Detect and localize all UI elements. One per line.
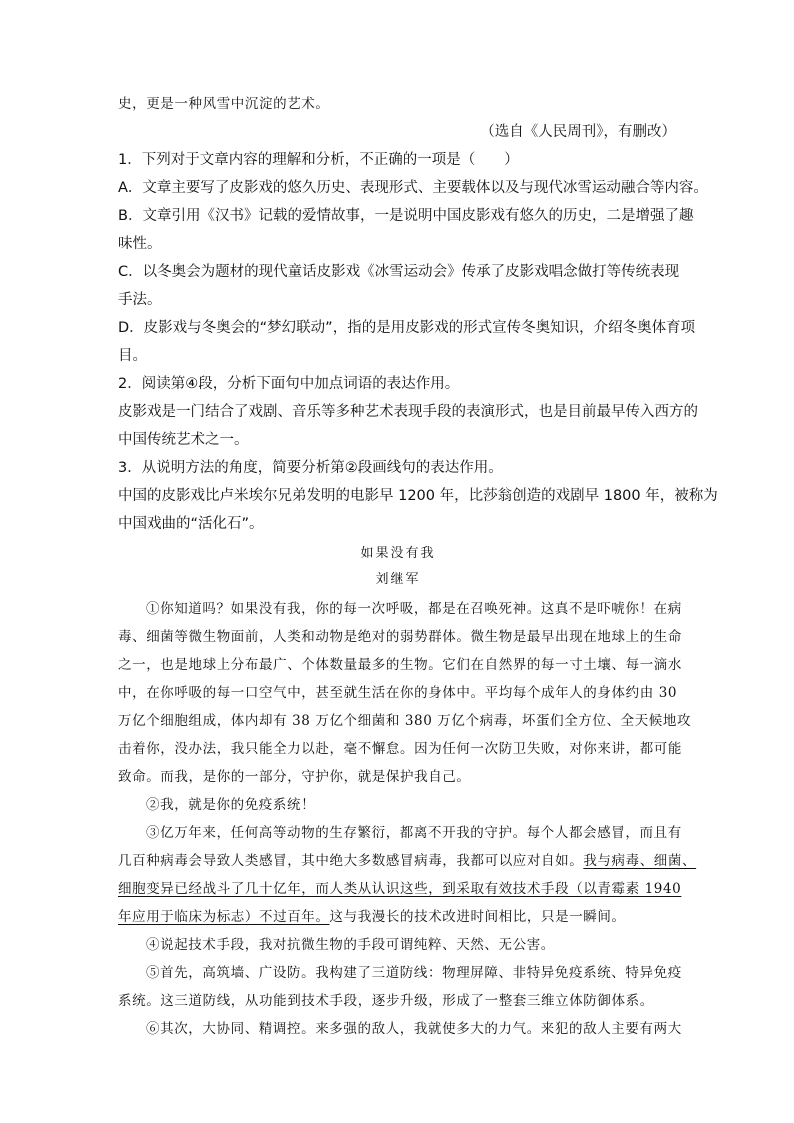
option-d-cont: 目。 [118,348,147,364]
question-1: 1．下列对于文章内容的理解和分析，不正确的一项是（ ） [118,152,519,168]
paragraph-1-line: 击着你，没办法，我只能全力以赴，毫不懈怠。因为任何一次防卫失败，对你来讲，都可能 [118,741,682,757]
question-2: 2．阅读第④段，分析下面句中加点词语的表达作用。 [118,376,460,392]
underlined-sentence: 年应用于临床为标志）不过百年。 [118,909,330,925]
paragraph-6-line: ⑥其次，大协同、精调控。来多强的敌人，我就使多大的力气。来犯的敌人主要有两大 [146,1021,682,1037]
article-author: 刘继军 [375,572,421,587]
question-2-sentence-cont: 中国传统艺术之一。 [118,432,249,448]
article-title: 如果没有我 [360,546,436,561]
option-c: C．以冬奥会为题材的现代童话皮影戏《冰雪运动会》传承了皮影戏唱念做打等传统表现 [118,264,680,280]
paragraph-3-line: ③亿万年来，任何高等动物的生存繁衍，都离不开我的守护。每个人都会感冒，而且有 [146,825,682,841]
option-a: A．文章主要写了皮影戏的悠久历史、表现形式、主要载体以及与现代冰雪运动融合等内容。 [118,180,708,196]
option-d: D．皮影戏与冬奥会的“梦幻联动”，指的是用皮影戏的形式宣传冬奥知识，介绍冬奥体育项 [118,320,696,336]
paragraph-1-line: ①你知道吗？如果没有我，你的每一次呼吸，都是在召唤死神。这真不是吓唬你！在病 [146,601,682,617]
underlined-sentence: 细胞变异已经战斗了几十亿年，而人类从认识这些，到采取有效技术手段（以青霉素 1940 [118,881,682,897]
paragraph-1-line: 毒、细菌等微生物面前，人类和动物是绝对的弱势群体。微生物是最早出现在地球上的生命 [118,629,682,645]
question-2-sentence: 皮影戏是一门结合了戏剧、音乐等多种艺术表现手段的表演形式，也是目前最早传入西方的 [118,404,698,420]
paragraph-3-line [118,847,697,875]
paragraph-5-line: 系统。这三道防线，从功能到技术手段，逐步升级，形成了一整套三维立体防御体系。 [118,993,654,1009]
text-line: 史，更是一种风雪中沉淀的艺术。 [118,96,330,112]
option-b-cont: 味性。 [118,236,162,252]
underlined-sentence: 我与病毒、细菌、 [583,853,697,869]
question-3-sentence-cont: 中国戏曲的“活化石”。 [118,516,264,532]
option-c-cont: 手法。 [118,292,162,308]
paragraph-1-line: 中，在你呼吸的每一口空气中，甚至就生活在你的身体中。平均每个成年人的身体约由 30 [118,685,678,701]
source-note: （选自《人民周刊》，有删改） [480,124,676,140]
paragraph-1-line: 致命。而我，是你的一部分，守护你，就是保护我自己。 [118,769,471,785]
option-b: B．文章引用《汉书》记载的爱情故事，一是说明中国皮影戏有悠久的历史，二是增强了趣 [118,208,694,224]
paragraph-1-line: 之一，也是地球上分布最广、个体数量最多的生物。它们在自然界的每一寸土壤、每一滴水 [118,657,682,673]
paragraph-3-line [118,903,678,931]
paragraph-4: ④说起技术手段，我对抗微生物的手段可谓纯粹、天然、无公害。 [146,937,555,953]
paragraph-1-line: 万亿个细胞组成，体内却有 38 万亿个细菌和 380 万亿个病毒，坏蛋们全方位、全天候地攻 [118,713,692,729]
plain-text: 这与我漫长的技术改进时间相比，只是一瞬间。 [329,909,626,925]
paragraph-2: ②我，就是你的免疫系统！ [146,797,316,813]
paragraph-5-line: ⑤首先，高筑墙、广设防。我构建了三道防线：物理屏障、非特异免疫系统、特异免疫 [146,965,682,981]
question-3-sentence: 中国的皮影戏比卢米埃尔兄弟发明的电影早 1200 年，比莎翁创造的戏剧早 1800 年，被称为 [118,488,718,504]
question-3: 3．从说明方法的角度，简要分析第②段画线句的表达作用。 [118,460,503,476]
plain-text: 几百种病毒会导致人类感冒，其中绝大多数感冒病毒，我都可以应对自如。 [118,853,584,869]
